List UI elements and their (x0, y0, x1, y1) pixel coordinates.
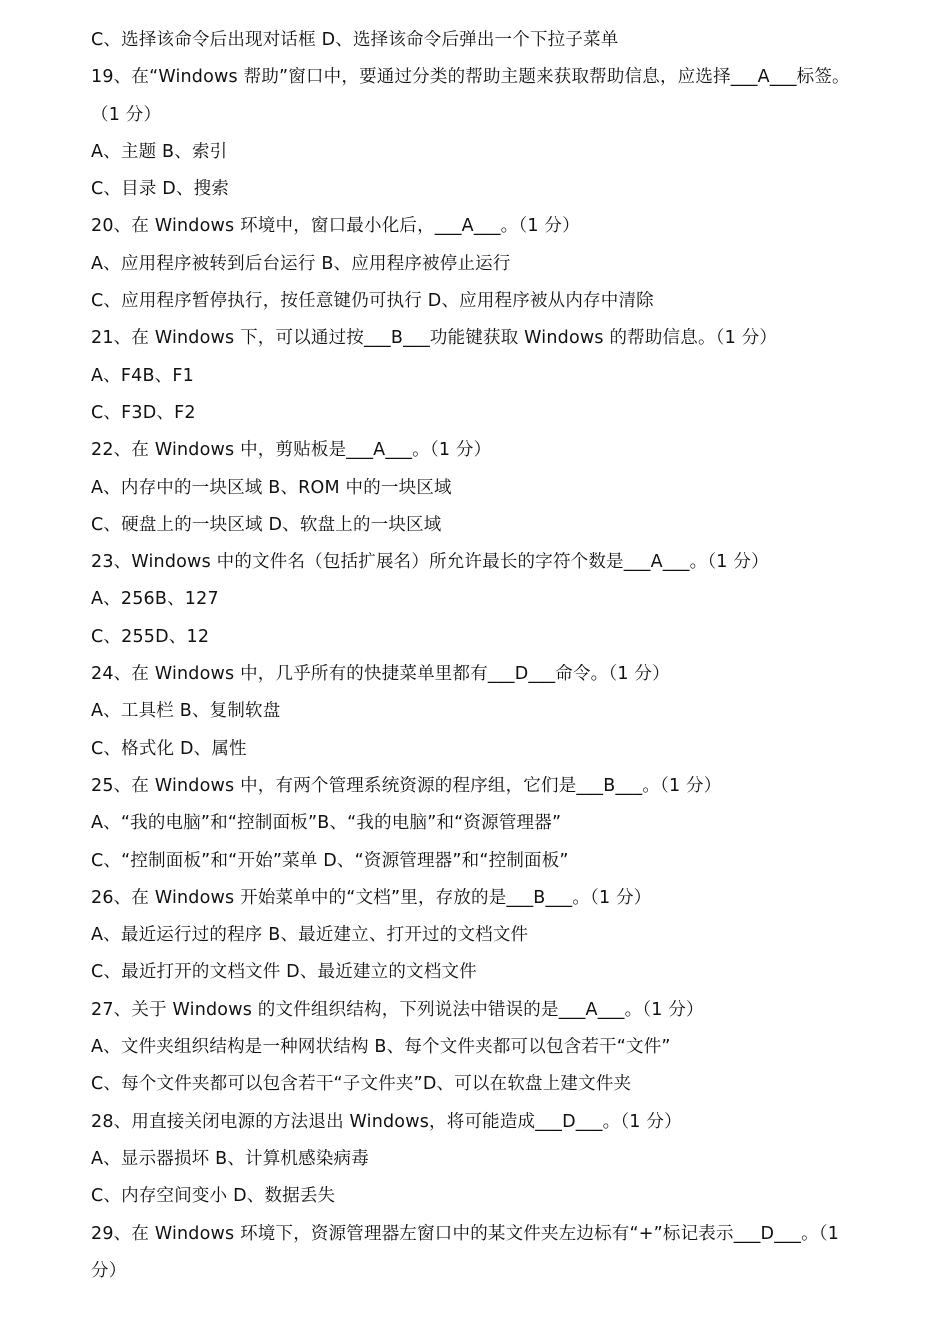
option-line: C、“控制面板”和“开始”菜单 D、“资源管理器”和“控制面板” (91, 850, 569, 871)
question-29: 29、在 Windows 环境下，资源管理器左窗口中的某文件夹左边标有“+”标记表示___D___。（1 分） (91, 1223, 840, 1281)
option-line: C、格式化 D、属性 (91, 738, 247, 759)
question-22: 22、在 Windows 中，剪贴板是___A___。（1 分） (91, 440, 492, 461)
option-line: A、显示器损坏 B、计算机感染病毒 (91, 1148, 369, 1169)
question-27: 27、关于 Windows 的文件组织结构，下列说法中错误的是___A___。（1 分） (91, 999, 704, 1020)
option-line: C、目录 D、搜索 (91, 179, 230, 200)
question-24: 24、在 Windows 中，几乎所有的快捷菜单里都有___D___命令。（1 分） (91, 664, 670, 685)
option-line: A、主题 B、索引 (91, 141, 228, 162)
option-line: C、硬盘上的一块区域 D、软盘上的一块区域 (91, 514, 442, 535)
question-23: 23、Windows 中的文件名（包括扩展名）所允许最长的字符个数是___A___。（1 分） (91, 552, 769, 573)
option-line: A、F4B、F1 (91, 365, 194, 386)
question-21: 21、在 Windows 下，可以通过按___B___功能键获取 Windows 的帮助信息。（1 分） (91, 328, 778, 349)
option-line: A、文件夹组织结构是一种网状结构 B、每个文件夹都可以包含若干“文件” (91, 1037, 671, 1058)
option-line: A、应用程序被转到后台运行 B、应用程序被停止运行 (91, 253, 511, 274)
option-line: C、内存空间变小 D、数据丢失 (91, 1186, 336, 1207)
text-line: C、选择该命令后出现对话框 D、选择该命令后弹出一个下拉子菜单 (91, 30, 619, 50)
option-line: C、F3D、F2 (91, 402, 196, 423)
option-line: A、256B、127 (91, 589, 219, 610)
question-26: 26、在 Windows 开始菜单中的“文档”里，存放的是___B___。（1 分） (91, 887, 652, 908)
option-line: A、工具栏 B、复制软盘 (91, 701, 281, 722)
option-line: C、应用程序暂停执行，按任意键仍可执行 D、应用程序被从内存中清除 (91, 291, 654, 312)
question-28: 28、用直接关闭电源的方法退出 Windows，将可能造成___D___。（1 分） (91, 1111, 682, 1132)
option-line: C、最近打开的文档文件 D、最近建立的文档文件 (91, 962, 477, 983)
question-19: 19、在“Windows 帮助”窗口中，要通过分类的帮助主题来获取帮助信息，应选择___A___标签。（1 分） (91, 67, 850, 125)
option-line: A、内存中的一块区域 B、ROM 中的一块区域 (91, 477, 452, 498)
question-20: 20、在 Windows 环境中，窗口最小化后，___A___。（1 分） (91, 216, 580, 237)
option-line: A、“我的电脑”和“控制面板”B、“我的电脑”和“资源管理器” (91, 813, 562, 834)
option-line: C、每个文件夹都可以包含若干“子文件夹”D、可以在软盘上建文件夹 (91, 1074, 632, 1095)
option-line: C、255D、12 (91, 626, 210, 647)
option-line: A、最近运行过的程序 B、最近建立、打开过的文档文件 (91, 925, 529, 946)
question-25: 25、在 Windows 中，有两个管理系统资源的程序组，它们是___B___。（1 分） (91, 775, 722, 796)
